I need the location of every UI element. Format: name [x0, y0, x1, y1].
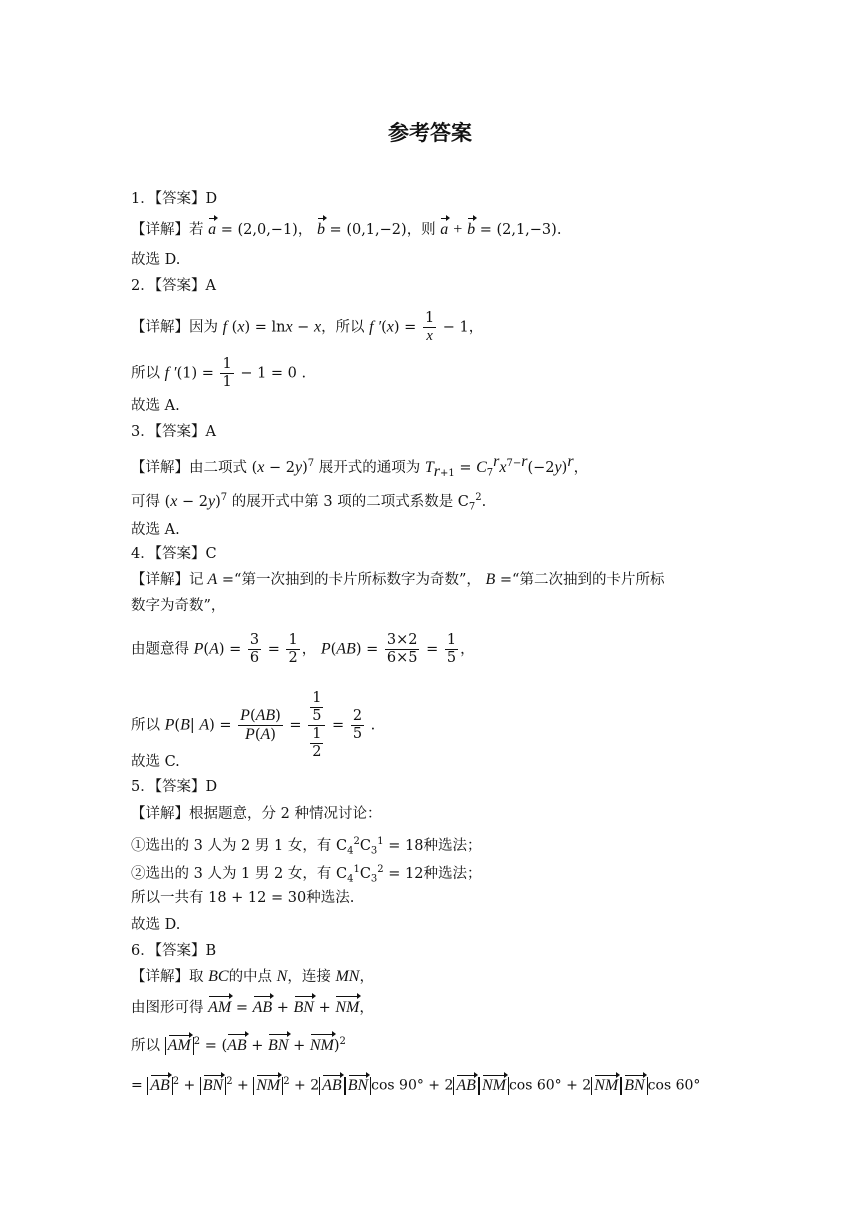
- answer-3: 3．【答案】A: [131, 424, 216, 440]
- answer-5: 5．【答案】D: [131, 779, 218, 795]
- detail-2b: 所以 f ′(1) = $\frac{1}{1}$ − 1 = 0 .: [131, 356, 307, 390]
- choice-1: 故选 D.: [131, 252, 181, 268]
- detail-5b: ①选出的 3 人为 2 男 1 女，有 $C_4^2C_3^1 = 18$种选法；: [131, 836, 482, 857]
- choice-5: 故选 D.: [131, 917, 181, 933]
- detail-2: 【详解】因为 f (x) = lnx − x，所以 f ′(x) = $\frac{1}{x}$ − 1，: [131, 310, 484, 344]
- detail-6d: = AB $^2$ + BN $^2$ + NM $^2$ + 2 AB BN cos 90° + 2 AB NM cos 60° + 2 NM BN cos 60°: [131, 1076, 701, 1094]
- detail-4d: 所以 P(B| A) = $\frac{P(AB)}{P(A)}$ = $\frac{\frac{1}{5}}{\frac{1}{2}}$ = $\frac{2}{5}$ .: [131, 690, 376, 760]
- answer-2: 2．【答案】A: [131, 278, 216, 294]
- answer-6: 6．【答案】B: [131, 943, 217, 959]
- detail-3b: 可得 $(x - 2y)^7$ 的展开式中第 3 项的二项式系数是 $C_7^2$.: [131, 492, 487, 513]
- detail-3: 【详解】由二项式 $(x - 2y)^7$ 展开式的通项为 $T_{r+1} = C_7^rx^{7-r}(-2y)^r$，: [131, 453, 589, 480]
- detail-6c: 所以 AM $^2$ = (AB + BN + NM)$^2$: [131, 1036, 346, 1054]
- detail-5c: ②选出的 3 人为 1 男 2 女，有 $C_4^1C_3^2 = 12$种选法；: [131, 864, 482, 885]
- detail-4b: 数字为奇数”，: [131, 598, 226, 614]
- answer-4: 4．【答案】C: [131, 546, 217, 562]
- detail-4: 【详解】记 A =“第一次抽到的卡片所标数字为奇数”， B =“第二次抽到的卡片所标: [131, 571, 665, 588]
- detail-5d: 所以一共有 18 + 12 = 30种选法.: [131, 890, 355, 906]
- detail-1: 【详解】若 a = (2,0,−1)， b = (0,1,−2)，则 a + b = (2,1,−3).: [131, 221, 562, 238]
- detail-5: 【详解】根据题意，分 2 种情况讨论：: [131, 806, 382, 822]
- detail-4c: 由题意得 P(A) = $\frac{3}{6}$ = $\frac{1}{2}$ ， P(AB) = $\frac{3\times 2}{6\times 5}$ = $\frac{1}{5}$ ，: [131, 632, 475, 666]
- choice-3: 故选 A.: [131, 522, 180, 538]
- choice-4: 故选 C.: [131, 754, 180, 770]
- page-title: 参考答案: [388, 121, 472, 145]
- answer-1: 1．【答案】D: [131, 191, 218, 207]
- detail-6: 【详解】取 BC的中点 N，连接 MN，: [131, 968, 374, 985]
- choice-2: 故选 A.: [131, 398, 180, 414]
- detail-6b: 由图形可得 AM = AB + BN + NM，: [131, 999, 374, 1016]
